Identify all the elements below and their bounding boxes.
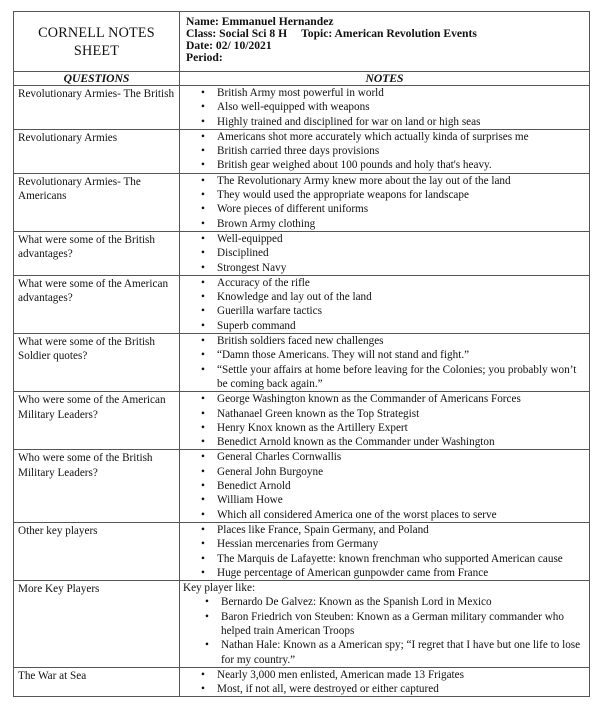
notes-cell xyxy=(180,450,590,522)
notes-row xyxy=(14,129,590,173)
question-cell: Who were some of the British Military Leaders? xyxy=(14,450,180,522)
note-item: • Benedict Arnold known as the Commander under Washington xyxy=(217,435,585,449)
notes-list xyxy=(180,392,585,449)
notes-cell xyxy=(180,667,590,697)
notes-rows xyxy=(14,86,590,697)
note-item: • Superb command xyxy=(217,319,585,333)
notes-list xyxy=(180,232,585,275)
note-item: • William Howe xyxy=(217,493,585,507)
note-item: • They would used the appropriate weapons for landscape xyxy=(217,188,585,202)
notes-list xyxy=(180,174,585,231)
notes-cell xyxy=(180,231,590,275)
question-cell: Revolutionary Armies- The British xyxy=(14,86,180,130)
notes-row xyxy=(14,522,590,580)
note-item: • “Settle your affairs at home before leaving for the Colonies; you probably won’t be coming back again.” xyxy=(217,363,585,392)
notes-row xyxy=(14,334,590,392)
sheet-title-line1: CORNELL NOTES xyxy=(38,24,155,41)
notes-list xyxy=(180,450,585,521)
note-item: • Highly trained and disciplined for war on land or high seas xyxy=(217,115,585,129)
question-cell: Other key players xyxy=(14,522,180,580)
notes-row xyxy=(14,392,590,450)
question-cell: Who were some of the American Military Leaders? xyxy=(14,392,180,450)
notes-label: Key player like: xyxy=(183,582,256,595)
note-item: • General Charles Cornwallis xyxy=(217,450,585,464)
notes-cell xyxy=(180,581,590,668)
note-item: • “Damn those Americans. They will not stand and fight.” xyxy=(217,348,585,362)
note-item: • British Army most powerful in world xyxy=(217,86,585,100)
cornell-notes-sheet xyxy=(13,11,589,697)
note-item: • Places like France, Spain Germany, and Poland xyxy=(217,523,585,537)
note-item: • Huge percentage of American gunpowder came from France xyxy=(217,566,585,580)
note-item: • Nathan Hale: Known as a American spy; “I regret that I have but one life to lose for my country.” xyxy=(221,638,585,667)
note-item: • Most, if not all, were destroyed or either captured xyxy=(217,682,585,696)
note-item: • The Marquis de Lafayette: known frenchman who supported American cause xyxy=(217,552,585,566)
question-cell: What were some of the American advantages? xyxy=(14,275,180,333)
note-item: • Accuracy of the rifle xyxy=(217,276,585,290)
note-item: • The Revolutionary Army knew more about the lay out of the land xyxy=(217,174,585,188)
period-label: Period: xyxy=(186,51,223,64)
notes-row xyxy=(14,275,590,333)
notes-row xyxy=(14,173,590,231)
note-item: • Bernardo De Galvez: Known as the Spanish Lord in Mexico xyxy=(221,595,585,609)
class-label: Class: Social Sci 8 H xyxy=(186,27,288,40)
notes-cell xyxy=(180,334,590,392)
note-item: • British carried three days provisions xyxy=(217,144,585,158)
note-item: • Nathanael Green known as the Top Strategist xyxy=(217,407,585,421)
notes-cell xyxy=(180,522,590,580)
note-item: • Wore pieces of different uniforms xyxy=(217,202,585,216)
header-row xyxy=(14,12,590,72)
question-cell: Revolutionary Armies- The Americans xyxy=(14,173,180,231)
column-header-row xyxy=(14,72,590,86)
notes-row xyxy=(14,231,590,275)
notes-row xyxy=(14,86,590,130)
note-item: • Which all considered America one of the worst places to serve xyxy=(217,508,585,522)
notes-list xyxy=(180,668,585,697)
note-item: • Baron Friedrich von Steuben: Known as a German military commander who helped train American Troops xyxy=(221,610,585,639)
note-item: • British soldiers faced new challenges xyxy=(217,334,585,348)
note-item: • Henry Knox known as the Artillery Expert xyxy=(217,421,585,435)
notes-list xyxy=(180,86,585,129)
note-item: • Benedict Arnold xyxy=(217,479,585,493)
sheet-title xyxy=(14,12,180,72)
note-item: • Knowledge and lay out of the land xyxy=(217,290,585,304)
question-cell: What were some of the British advantages? xyxy=(14,231,180,275)
note-item: • Hessian mercenaries from Germany xyxy=(217,537,585,551)
notes-column-header: NOTES xyxy=(180,72,590,86)
note-item: • General John Burgoyne xyxy=(217,465,585,479)
question-cell: More Key Players xyxy=(14,581,180,668)
notes-cell xyxy=(180,129,590,173)
questions-column-header: QUESTIONS xyxy=(14,72,180,86)
notes-list xyxy=(180,595,585,666)
student-info xyxy=(180,12,590,72)
notes-list xyxy=(180,334,585,391)
notes-cell xyxy=(180,275,590,333)
question-cell: Revolutionary Armies xyxy=(14,129,180,173)
question-cell: What were some of the British Soldier quotes? xyxy=(14,334,180,392)
notes-cell xyxy=(180,86,590,130)
date-label: Date: 02/ 10/2021 xyxy=(186,39,272,52)
notes-row xyxy=(14,450,590,522)
student-name: Name: Emmanuel Hernandez xyxy=(186,15,334,28)
notes-list xyxy=(180,523,585,580)
topic-label: Topic: American Revolution Events xyxy=(301,27,477,40)
notes-cell xyxy=(180,392,590,450)
note-item: • Nearly 3,000 men enlisted, American made 13 Frigates xyxy=(217,668,585,682)
note-item: • Well-equipped xyxy=(217,232,585,246)
note-item: • Also well-equipped with weapons xyxy=(217,100,585,114)
note-item: • British gear weighed about 100 pounds and holy that's heavy. xyxy=(217,158,585,172)
note-item: • Brown Army clothing xyxy=(217,217,585,231)
notes-row xyxy=(14,667,590,697)
note-item: • Disciplined xyxy=(217,246,585,260)
note-item: • George Washington known as the Commander of Americans Forces xyxy=(217,392,585,406)
notes-list xyxy=(180,276,585,333)
question-cell: The War at Sea xyxy=(14,667,180,697)
note-item: • Strongest Navy xyxy=(217,261,585,275)
notes-list xyxy=(180,130,585,173)
notes-row xyxy=(14,581,590,668)
sheet-title-line2: SHEET xyxy=(73,42,120,59)
note-item: • Guerilla warfare tactics xyxy=(217,304,585,318)
note-item: • Americans shot more accurately which actually kinda of surprises me xyxy=(217,130,585,144)
notes-cell xyxy=(180,173,590,231)
notes-table xyxy=(13,11,590,697)
